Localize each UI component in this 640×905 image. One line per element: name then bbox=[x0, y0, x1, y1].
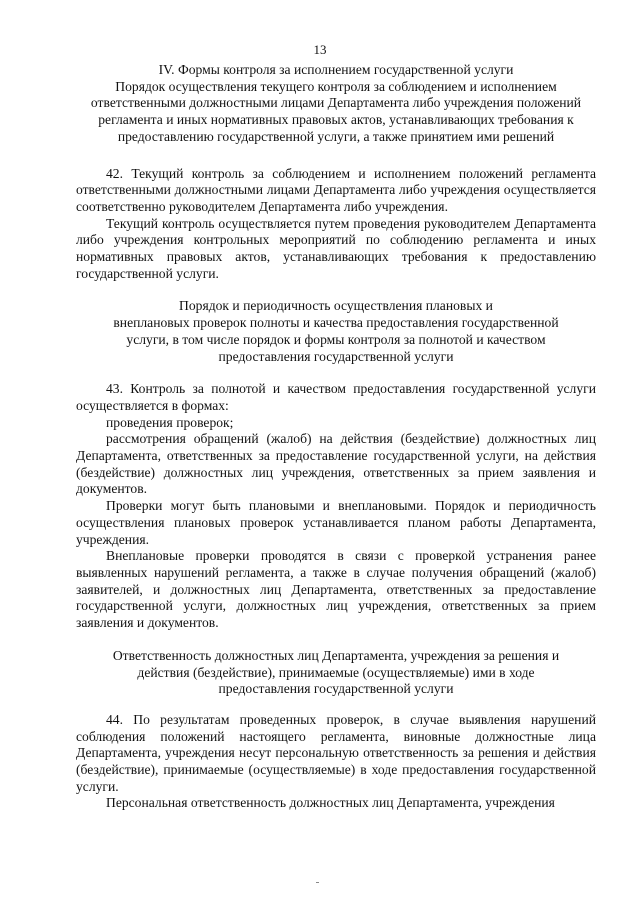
document-content bbox=[76, 62, 596, 812]
responsibility-heading-line-2: действия (бездействие), принимаемые (осуществляемые) ими в ходе bbox=[137, 664, 535, 680]
section-iv-title: IV. Формы контроля за исполнением государственной услуги bbox=[158, 62, 514, 77]
checks-heading-line-1: Порядок и периодичность осуществления плановых и bbox=[179, 298, 493, 314]
paragraph-43-3: рассмотрения обращений (жалоб) на действия (бездействие) должностных лиц Департамента, ответственных за предоставление государственной услуги, на действия (бездействие) должностных лиц учреждения, ответственных за прием заявления и документов. bbox=[76, 431, 596, 497]
responsibility-heading-line-3: предоставления государственной услуги bbox=[218, 681, 454, 697]
paragraph-44-1: 44. По результатам проведенных проверок, в случае выявления нарушений соблюдения положений настоящего регламента, виновные должностные лица Департамента, учреждения несут персональную ответственность за решения и действия (бездействие), принимаемые (осуществляемые) в ходе предоставления государственной услуги. bbox=[76, 711, 596, 794]
paragraph-43-1: 43. Контроль за полнотой и качеством предоставления государственной услуги осуществляется в формах: bbox=[76, 381, 596, 413]
paragraph-43-4: Проверки могут быть плановыми и внеплановыми. Порядок и периодичность осуществления плановых проверок устанавливается планом работы Департамента, учреждения. bbox=[76, 498, 596, 547]
paragraph-44-2: Персональная ответственность должностных лиц Департамента, учреждения bbox=[106, 795, 555, 811]
spacer bbox=[76, 365, 596, 381]
checks-heading-line-2: внеплановых проверок полноты и качества предоставления государственной bbox=[113, 315, 559, 331]
spacer bbox=[76, 146, 596, 166]
current-control-subheading: Порядок осуществления текущего контроля за соблюдением и исполнением ответственными должностными лицами Департамента либо учреждения положений регламента и иных нормативных правовых актов, устанавливающих требования к предоставлению государственной услуги, а также принятием ими решений bbox=[90, 78, 582, 144]
spacer bbox=[76, 698, 596, 712]
paragraph-43-5: Внеплановые проверки проводятся в связи с проверкой устранения ранее выявленных нарушений регламента, а также в случае получения обращений (жалоб) заявителей, и должностных лиц Департамента, ответственных за предоставление государственной услуги, должностных лиц учреждения, ответственных за прием заявления и документов. bbox=[76, 548, 596, 631]
page-number: 13 bbox=[313, 42, 327, 57]
paragraph-42-2: Текущий контроль осуществляется путем проведения руководителем Департамента либо учреждения контрольных мероприятий по соблюдению регламента и иных нормативных правовых актов, устанавливающих требования к предоставлению государственной услуги. bbox=[76, 215, 596, 281]
spacer bbox=[76, 282, 596, 298]
checks-heading-line-4: предоставления государственной услуги bbox=[218, 348, 454, 364]
scan-speck bbox=[316, 882, 319, 883]
section-iv-heading bbox=[76, 62, 596, 146]
responsibility-heading bbox=[76, 648, 596, 698]
responsibility-heading-line-1: Ответственность должностных лиц Департамента, учреждения за решения и bbox=[112, 647, 560, 663]
checks-heading-line-3: услуги, в том числе порядок и формы контроля за полнотой и качеством bbox=[126, 331, 546, 347]
paragraph-42-1: 42. Текущий контроль за соблюдением и исполнением положений регламента ответственными должностными лицами Департамента либо учреждения осуществляется соответственно руководителем Департамента либо учреждения. bbox=[76, 165, 596, 214]
spacer bbox=[76, 632, 596, 648]
paragraph-43-2: проведения проверок; bbox=[106, 414, 234, 430]
checks-heading bbox=[76, 298, 596, 365]
